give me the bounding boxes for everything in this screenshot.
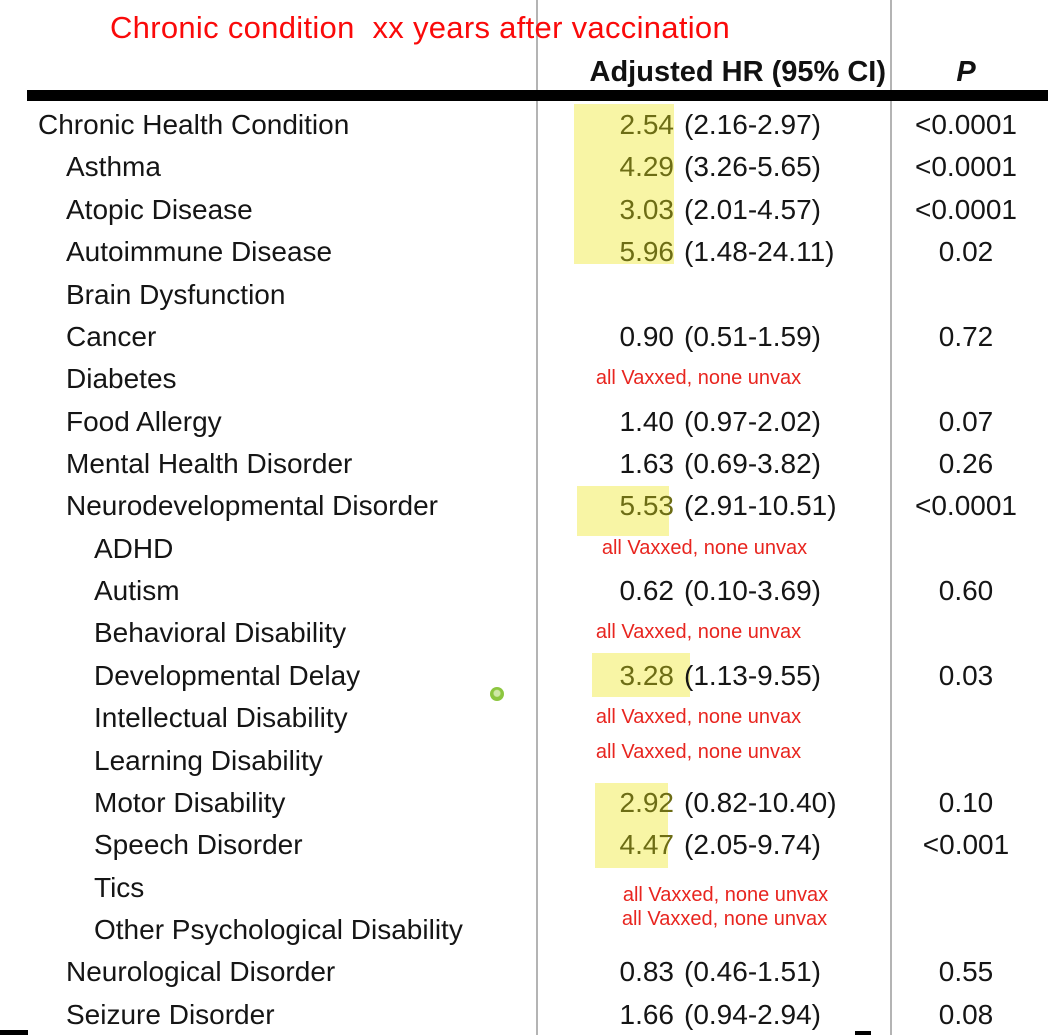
hr-value: 1.63: [619, 447, 674, 479]
p-value: 0.10: [938, 786, 994, 818]
hr-value: 4.47: [619, 829, 674, 861]
hr-value: 1.40: [619, 405, 674, 437]
header-rule: [27, 90, 1048, 101]
table-row: [0, 823, 1048, 866]
ci-value: (0.46-1.51): [684, 956, 821, 988]
condition-label: Neurodevelopmental Disorder: [66, 490, 438, 522]
condition-label: Tics: [94, 871, 145, 903]
ci-value: (0.82-10.40): [684, 786, 837, 818]
ci-value: (2.16-2.97): [684, 109, 821, 140]
table-row: [0, 527, 1048, 570]
hr-value: 2.92: [619, 786, 674, 818]
p-value: 0.03: [938, 659, 994, 691]
hr-value: 0.83: [619, 956, 674, 988]
page-title: Chronic condition xx years after vaccination: [110, 10, 731, 45]
p-value: 0.55: [938, 956, 994, 988]
table-row: [0, 739, 1048, 782]
table-row: [0, 315, 1048, 358]
condition-label: Intellectual Disability: [94, 702, 348, 734]
p-value: 0.08: [938, 998, 994, 1030]
ci-value: (0.97-2.02): [684, 405, 821, 437]
condition-label: ADHD: [94, 532, 174, 564]
ci-value: (3.26-5.65): [684, 151, 821, 183]
table-row: [0, 357, 1048, 400]
table-row: [0, 103, 1048, 146]
p-value: 0.26: [938, 447, 994, 479]
condition-label: Behavioral Disability: [94, 617, 347, 649]
condition-label: Speech Disorder: [94, 829, 303, 861]
ci-value: (0.94-2.94): [684, 998, 821, 1030]
p-value: <0.0001: [915, 109, 1017, 140]
table-row: [0, 273, 1048, 316]
p-value: <0.0001: [915, 490, 1017, 522]
ci-value: (0.10-3.69): [684, 575, 821, 606]
condition-label: Motor Disability: [94, 786, 286, 818]
table-row: [0, 611, 1048, 654]
condition-label: Chronic Health Condition: [38, 109, 350, 140]
table-row: [0, 484, 1048, 527]
green-dot-icon: [490, 687, 504, 701]
all-vaxxed-note: all Vaxxed, none unvax: [595, 740, 802, 763]
column-header-adjusted-hr: Adjusted HR (95% CI): [589, 56, 886, 88]
hr-value: 5.53: [619, 490, 674, 522]
table-row: [0, 145, 1048, 188]
condition-label: Food Allergy: [66, 405, 222, 437]
condition-label: Mental Health Disorder: [66, 447, 353, 479]
table-row: [0, 188, 1048, 231]
table-row: [0, 442, 1048, 485]
condition-label: Cancer: [66, 320, 157, 352]
table-row: [0, 569, 1048, 612]
condition-label: Diabetes: [66, 363, 177, 395]
cutoff-bottom-rule-left: [0, 1030, 28, 1035]
table-row: [0, 950, 1048, 993]
all-vaxxed-note: all Vaxxed, none unvax: [622, 883, 829, 906]
hr-value: 2.54: [619, 109, 674, 140]
condition-label: Asthma: [66, 151, 161, 183]
p-value: 0.02: [938, 236, 994, 268]
ci-value: (2.01-4.57): [684, 193, 821, 225]
all-vaxxed-note: all Vaxxed, none unvax: [601, 536, 808, 559]
condition-label: Learning Disability: [94, 744, 323, 776]
p-value: 0.60: [938, 575, 994, 606]
condition-label: Developmental Delay: [94, 659, 361, 691]
cutoff-bottom-rule-right: [855, 1031, 871, 1035]
p-value: 0.07: [938, 405, 994, 437]
table-row: [0, 781, 1048, 824]
table-row: [0, 654, 1048, 697]
condition-label: Brain Dysfunction: [66, 278, 286, 310]
ci-value: (0.69-3.82): [684, 447, 821, 479]
hr-value: 3.28: [619, 659, 674, 691]
ci-value: (1.48-24.11): [684, 236, 835, 268]
hr-value: 3.03: [619, 193, 674, 225]
table-row: [0, 400, 1048, 443]
p-value: <0.0001: [915, 193, 1017, 225]
condition-label: Atopic Disease: [66, 193, 253, 225]
condition-label: Other Psychological Disability: [94, 913, 463, 945]
column-header-p: P: [956, 56, 976, 88]
table-row: [0, 908, 1048, 951]
condition-label: Autism: [94, 575, 180, 606]
hr-value: 1.66: [619, 998, 674, 1030]
ci-value: (1.13-9.55): [684, 659, 821, 691]
condition-label: Seizure Disorder: [66, 998, 275, 1030]
hr-value: 0.62: [619, 575, 674, 606]
p-value: 0.72: [938, 320, 994, 352]
all-vaxxed-note: all Vaxxed, none unvax: [595, 621, 802, 644]
condition-label: Autoimmune Disease: [66, 236, 333, 268]
all-vaxxed-note: all Vaxxed, none unvax: [595, 367, 802, 390]
p-value: <0.0001: [915, 151, 1017, 183]
p-value: <0.001: [922, 829, 1010, 861]
ci-value: (2.05-9.74): [684, 829, 821, 861]
hr-value: 5.96: [619, 236, 674, 268]
all-vaxxed-note: all Vaxxed, none unvax: [595, 706, 802, 729]
table-row: [0, 993, 1048, 1036]
hr-value: 4.29: [619, 151, 674, 183]
ci-value: (0.51-1.59): [684, 320, 821, 352]
hr-value: 0.90: [619, 320, 674, 352]
condition-label: Neurological Disorder: [66, 956, 336, 988]
all-vaxxed-note: all Vaxxed, none unvax: [621, 907, 828, 930]
ci-value: (2.91-10.51): [684, 490, 837, 522]
table-row: [0, 230, 1048, 273]
